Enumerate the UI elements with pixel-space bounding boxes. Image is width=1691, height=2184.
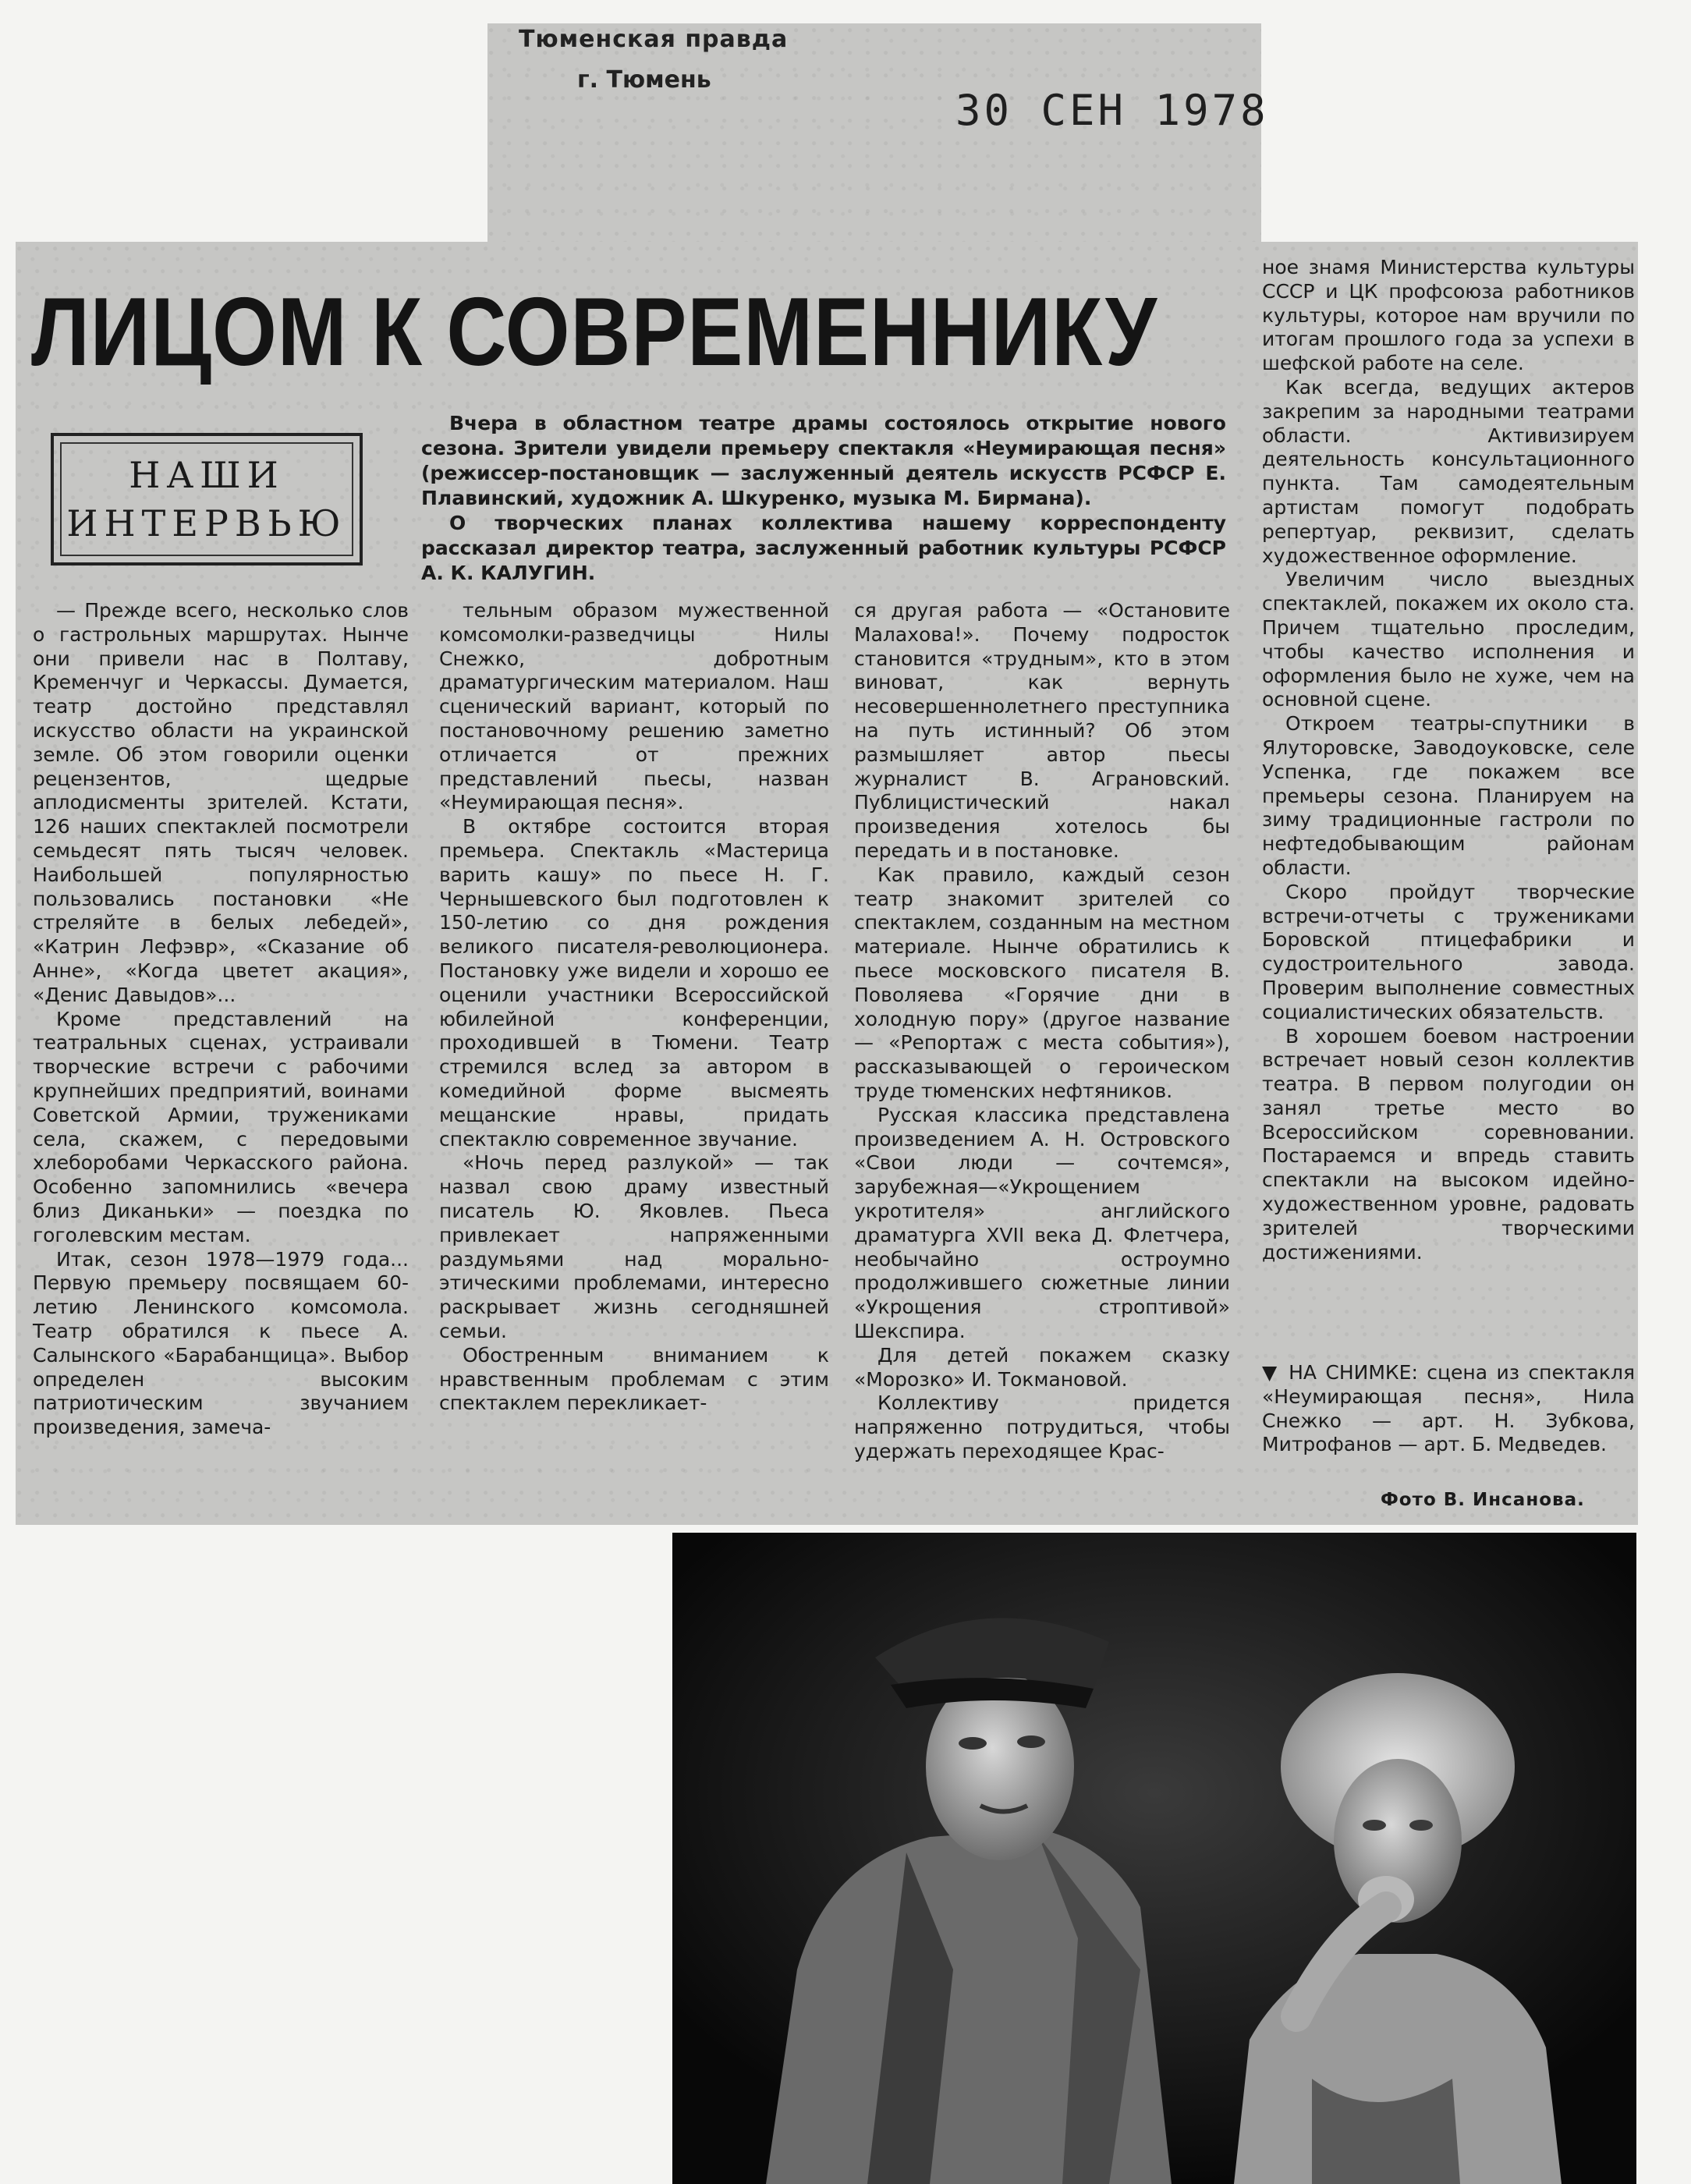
date-stamp: 30 СЕН 1978 <box>955 86 1269 135</box>
rubric-box <box>51 433 363 566</box>
paragraph: ное знамя Министерства культуры СССР и ЦК профсоюза работников культуры, которое нам вручили по итогам прошлого года за успехи в шефской работе на селе. <box>1262 256 1635 375</box>
paragraph: «Ночь перед разлукой» — так назвал свою драму известный писатель Ю. Яковлев. Пьеса привлекает напряженными раздумьями над морально-этическими проблемами, интересно раскрывает жизнь сегодняшней семьи. <box>439 1151 829 1342</box>
rubric-line-1: НАШИ <box>129 454 285 496</box>
city-stamp: г. Тюмень <box>577 66 711 94</box>
article-lead <box>421 411 1226 586</box>
lead-paragraph: О творческих планах коллектива нашему корреспонденту рассказал директор театра, заслуженный работник культуры РСФСР А. К. КАЛУГИН. <box>421 512 1226 584</box>
text-column-4 <box>1262 256 1635 1264</box>
paragraph: Как всегда, ведущих актеров закрепим за народными театрами области. Активизируем деятельность консультационного пункта. Там самодеятельным артистам помогут подобрать репертуар, реквизит, сделать художественное оформление. <box>1262 375 1635 567</box>
paragraph: Кроме представлений на театральных сценах, устраивали творческие встречи с рабочими крупнейших предприятий, воинами Советской Армии, тружениками села, скажем, с передовыми хлеборобами Черкасского района. Особенно запомнились «вечера близ Диканьки» — поездка по гоголевским местам. <box>33 1007 409 1246</box>
lead-paragraph: Вчера в областном театре драмы состоялось открытие нового сезона. Зрители увидели премьеру спектакля «Неумирающая песня» (режиссер-постановщик — заслуженный деятель искусств РСФСР Е. Плавинский, художник А. Шкуренко, музыка М. Бирмана). <box>421 412 1226 509</box>
paragraph: В октябре состоится вторая премьера. Спектакль «Мастерица варить кашу» по пьесе Н. Г. Чернышевского был подготовлен к 150-летию со дня рождения великого писателя-революционера. Постановку уже видели и хорошо ее оценили участники Всероссийской юбилейной конференции, проходившей в Тюмени. Театр стремился вслед за автором в комедийной форме высмеять мещанские нравы, придать спектаклю современное звучание. <box>439 815 829 1150</box>
article-headline: ЛИЦОМ К СОВРЕМЕННИКУ <box>31 278 1157 386</box>
rubric-line-2: ИНТЕРВЬЮ <box>66 502 347 544</box>
paragraph: Итак, сезон 1978—1979 года... Первую премьеру посвящаем 60-летию Ленинского комсомола. Театр обратился к пьесе А. Салынского «Барабанщица». Выбор определен высоким патриотическим звучанием произведения, замеча- <box>33 1247 409 1439</box>
stage-photo-drawing <box>672 1533 1636 2184</box>
caption-body: НА СНИМКЕ: сцена из спектакля «Неумирающая песня», Нила Снежко — арт. Н. Зубкова, Митрофанов — арт. Б. Медведев. <box>1262 1361 1635 1456</box>
paragraph: Для детей покажем сказку «Морозко» И. Токмановой. <box>854 1343 1230 1391</box>
photo-credit: Фото В. Инсанова. <box>1381 1490 1585 1510</box>
paragraph: Как правило, каждый сезон театр знакомит зрителей со спектаклем, созданным на местном материале. Нынче обратились к пьесе московского писателя В. Поволяева «Горячие дни в холодную пору» (другое название — «Репортаж с места события»), рассказывающей о героическом труде тюменских нефтяников. <box>854 863 1230 1102</box>
stage-photo <box>672 1533 1636 2184</box>
caption-text <box>1262 1361 1635 1457</box>
paragraph: Коллективу придется напряженно потрудиться, чтобы удержать переходящее Крас- <box>854 1392 1230 1462</box>
triangle-down-icon: ▼ <box>1262 1361 1289 1384</box>
text-column-2 <box>439 599 829 1416</box>
paragraph: Скоро пройдут творческие встречи-отчеты с тружениками Боровской птицефабрики и судостроительного завода. Проверим выполнение совместных социалистических обязательств. <box>1262 880 1635 1023</box>
paragraph: Обостренным вниманием к нравственным проблемам с этим спектаклем перекликает- <box>439 1343 829 1415</box>
text-column-1 <box>33 599 409 1440</box>
text-column-3 <box>854 599 1230 1464</box>
paragraph: тельным образом мужественной комсомолки-разведчицы Нилы Снежко, добротным драматургическим материалом. Наш сценический вариант, который по постановочному решению заметно отличается от прежних представлений пьесы, назван «Неумирающая песня». <box>439 599 829 814</box>
paragraph: Русская классика представлена произведением А. Н. Островского «Свои люди — сочтемся», зарубежная—«Укрощением укротителя» английского драматурга XVII века Д. Флетчера, необычайно остроумно продолжившего сюжетные линии «Укрощения строптивой» Шекспира. <box>854 1103 1230 1342</box>
paragraph: Увеличим число выездных спектаклей, покажем их около ста. Причем тщательно проследим, чтобы качество исполнения и оформления было не хуже, чем на основной сцене. <box>1262 568 1635 711</box>
paragraph: ся другая работа — «Остановите Малахова!». Почему подросток становится «трудным», кто в этом виноват, как вернуть несовершеннолетнего преступника на путь истинный? Об этом размышляет автор пьесы журналист В. Аграновский. Публицистический накал произведения хотелось бы передать и в постановке. <box>854 599 1230 862</box>
rubric-frame <box>60 442 353 556</box>
newspaper-name-stamp: Тюменская правда <box>519 26 789 53</box>
paragraph: — Прежде всего, несколько слов о гастрольных маршрутах. Нынче они привели нас в Полтаву, Кременчуг и Черкассы. Думается, театр достойно представлял искусство области на украинской земле. Об этом говорили оценки рецензентов, щедрые аплодисменты зрителей. Кстати, 126 наших спектаклей посмотрели семьдесят пять тысяч человек. Наибольшей популярностью пользовались постановки «Не стреляйте в белых лебедей», «Катрин Лефэвр», «Сказание об Анне», «Когда цветет акация», «Денис Давыдов»... <box>33 599 409 1006</box>
paragraph: Откроем театры-спутники в Ялуторовске, Заводоуковске, селе Успенка, где покажем все премьеры сезона. Планируем на зиму традиционные гастроли по нефтедобывающим районам области. <box>1262 712 1635 879</box>
photo-caption <box>1262 1361 1635 1457</box>
paragraph: В хорошем боевом настроении встречает новый сезон коллектив театра. В первом полугодии он занял третье место во Всероссийском соревновании. Постараемся и впредь ставить спектакли на высоком идейно-художественном уровне, радовать зрителей творческими достижениями. <box>1262 1024 1635 1264</box>
